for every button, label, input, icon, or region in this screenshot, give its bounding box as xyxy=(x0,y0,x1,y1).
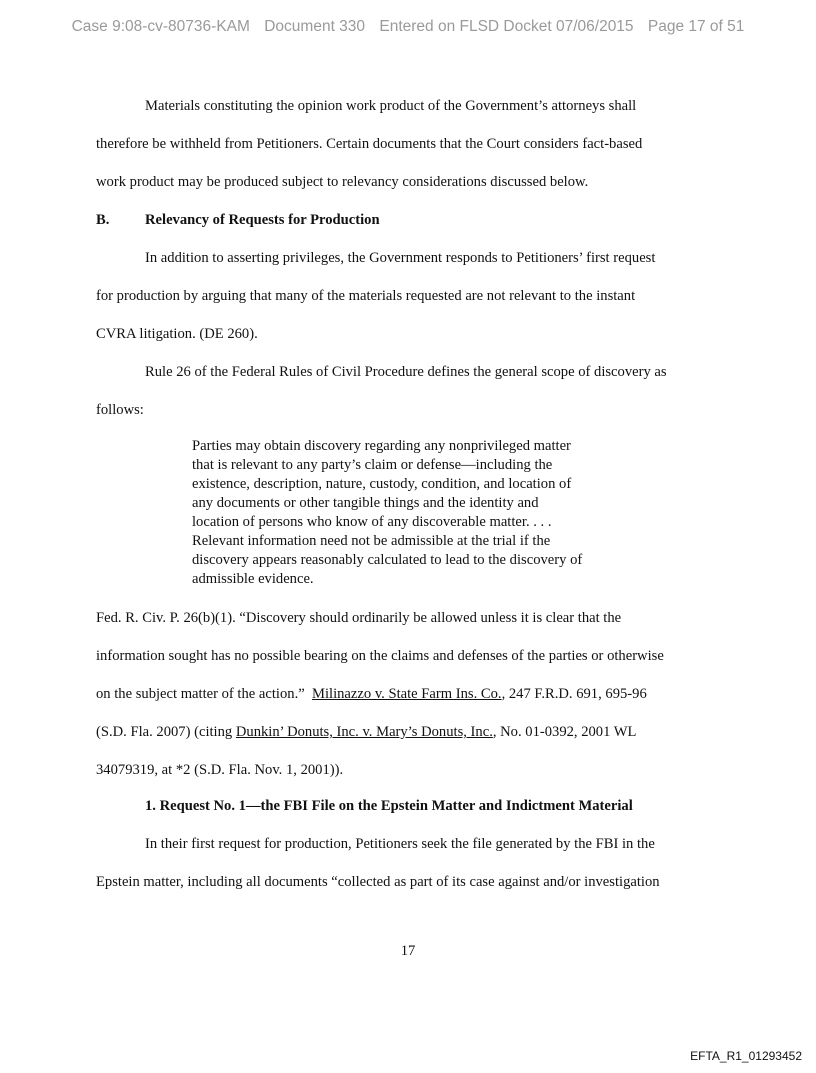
quote-line: admissible evidence. xyxy=(192,571,314,587)
quote-line: Relevant information need not be admissible at the trial if the xyxy=(192,533,551,549)
section-title: Relevancy of Requests for Production xyxy=(145,212,380,228)
paragraph-line: Fed. R. Civ. P. 26(b)(1). “Discovery should ordinarily be allowed unless it is clear that the xyxy=(96,610,622,626)
citation-text: (S.D. Fla. 2007) (citing xyxy=(96,724,236,740)
block-quote xyxy=(192,437,632,589)
paragraph-line: information sought has no possible bearing on the claims and defenses of the parties or otherwise xyxy=(96,648,664,664)
header-entered-date: Entered on FLSD Docket 07/06/2015 xyxy=(379,18,634,35)
quote-line: existence, description, nature, custody, condition, and location of xyxy=(192,476,572,492)
header-page-count: Page 17 of 51 xyxy=(647,18,745,35)
paragraph-line: Rule 26 of the Federal Rules of Civil Procedure defines the general scope of discovery as xyxy=(145,364,667,380)
paragraph-line-citation xyxy=(96,723,636,741)
citation-text: on the subject matter of the action.” xyxy=(96,686,312,702)
quote-line: discovery appears reasonably calculated to lead to the discovery of xyxy=(192,552,583,568)
paragraph-line: CVRA litigation. (DE 260). xyxy=(96,326,258,342)
subheading-request-1: 1. Request No. 1—the FBI File on the Epstein Matter and Indictment Material xyxy=(145,798,633,814)
paragraph-line: In their first request for production, Petitioners seek the file generated by the FBI in the xyxy=(145,836,655,852)
paragraph-line-citation xyxy=(96,685,647,703)
page-number: 17 xyxy=(400,943,416,959)
citation-text: , No. 01-0392, 2001 WL xyxy=(492,724,637,740)
case-name-dunkin: Dunkin’ Donuts, Inc. v. Mary’s Donuts, Inc. xyxy=(235,724,493,740)
paragraph-line: work product may be produced subject to relevancy considerations discussed below. xyxy=(96,174,589,190)
paragraph-line: In addition to asserting privileges, the Government responds to Petitioners’ first request xyxy=(145,250,656,266)
paragraph-line: Materials constituting the opinion work product of the Government’s attorneys shall xyxy=(145,98,637,114)
header-document-number: Document 330 xyxy=(264,18,366,35)
paragraph-line: follows: xyxy=(96,402,144,418)
quote-line: Parties may obtain discovery regarding any nonprivileged matter xyxy=(192,438,571,454)
quote-line: that is relevant to any party’s claim or defense—including the xyxy=(192,457,553,473)
paragraph-line: for production by arguing that many of the materials requested are not relevant to the instant xyxy=(96,288,636,304)
section-label: B. xyxy=(96,212,110,228)
paragraph-line: therefore be withheld from Petitioners. Certain documents that the Court considers fact-based xyxy=(96,136,643,152)
citation-text: , 247 F.R.D. 691, 695-96 xyxy=(501,686,647,702)
bates-number: EFTA_R1_01293452 xyxy=(690,1049,802,1063)
quote-line: any documents or other tangible things and the identity and xyxy=(192,495,539,511)
case-name-milinazzo: Milinazzo v. State Farm Ins. Co. xyxy=(312,686,502,702)
quote-line: location of persons who know of any discoverable matter. . . . xyxy=(192,514,552,530)
header-case-number: Case 9:08-cv-80736-KAM xyxy=(71,18,250,35)
paragraph-line: 34079319, at *2 (S.D. Fla. Nov. 1, 2001)). xyxy=(96,762,344,778)
paragraph-line: Epstein matter, including all documents “collected as part of its case against and/or investigation xyxy=(96,874,660,890)
